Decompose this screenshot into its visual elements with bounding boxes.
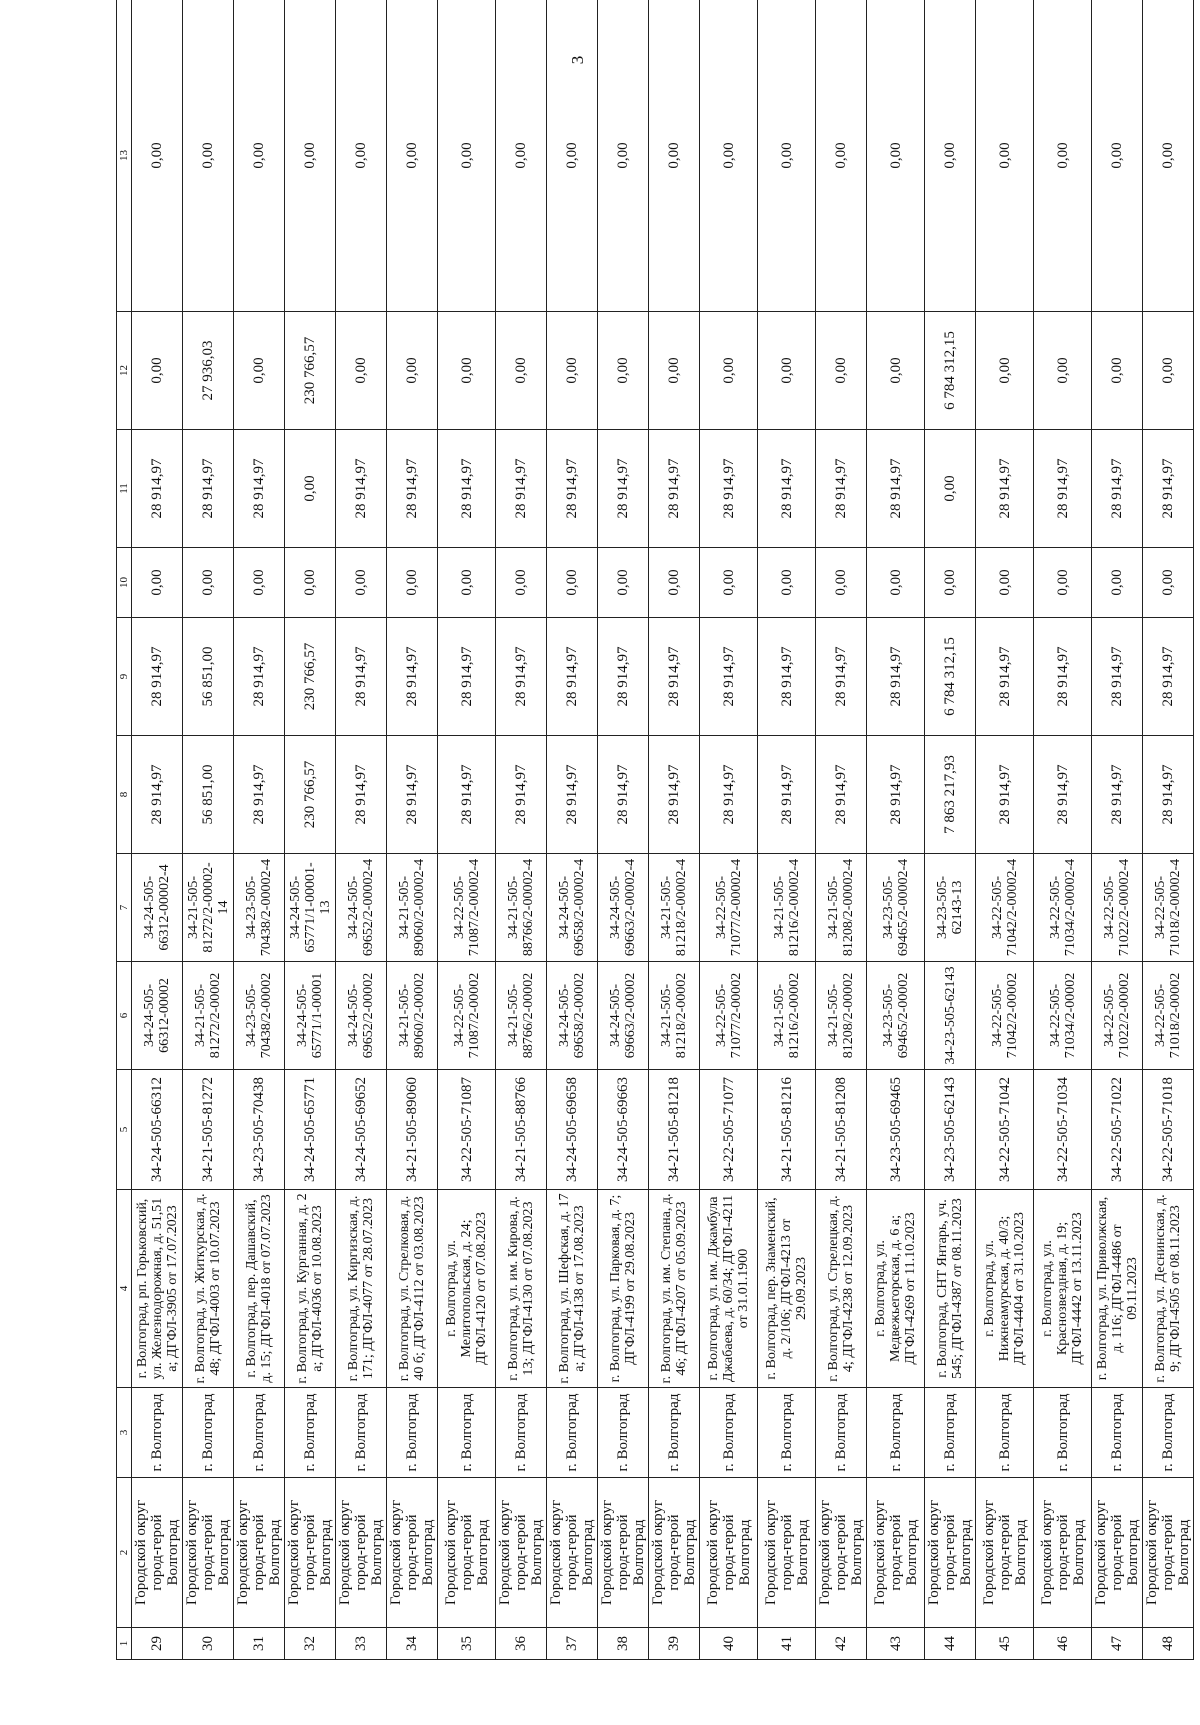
cadastral-number: 34-21-505-88766 <box>496 1070 547 1190</box>
col10-amount: 0,00 <box>925 548 976 618</box>
column-number: 7 <box>117 854 132 962</box>
cadastral-number: 34-22-505-71034 <box>1034 1070 1092 1190</box>
address-and-contract: г. Волгоград, пер. Знаменский, д. 2/106; ДГФЛ-4213 от 29.09.2023 <box>758 1190 816 1388</box>
address-and-contract: г. Волгоград, ул. Краснозвездная, д. 19; ДГФЛ-4442 от 13.11.2023 <box>1034 1190 1092 1388</box>
address-and-contract: г. Волгоград, ул. им. Джамбула Джабаева, д. 60/34; ДГФЛ-4211 от 31.01.1900 <box>700 1190 758 1388</box>
settlement: г. Волгоград <box>1034 1388 1092 1478</box>
cadastral-number: 34-23-505-70438 <box>234 1070 285 1190</box>
col9-amount: 28 914,97 <box>976 618 1034 736</box>
col10-amount: 0,00 <box>132 548 183 618</box>
col10-amount: 0,00 <box>700 548 758 618</box>
settlement: г. Волгоград <box>336 1388 387 1478</box>
cadastral-number: 34-23-505-62143 <box>925 1070 976 1190</box>
col10-amount: 0,00 <box>649 548 700 618</box>
col11-amount: 28 914,97 <box>758 430 816 548</box>
object-id: 34-21-505-81216/2-00002 <box>758 962 816 1070</box>
column-number: 8 <box>117 736 132 854</box>
address-and-contract: г. Волгоград, рп. Горьковский, ул. Железнодорожная, д. 51,51 а; ДГФЛ-3905 от 17.07.2023 <box>132 1190 183 1388</box>
column-number: 11 <box>117 430 132 548</box>
col10-amount: 0,00 <box>1143 548 1194 618</box>
object-code: 34-22-505-71077/2-00002-4 <box>700 854 758 962</box>
col11-amount: 28 914,97 <box>598 430 649 548</box>
object-id: 34-24-505-65771/1-00001 <box>285 962 336 1070</box>
row-number: 37 <box>547 1628 598 1660</box>
cadastral-number: 34-21-505-81218 <box>649 1070 700 1190</box>
col9-amount: 28 914,97 <box>1092 618 1143 736</box>
row-number: 48 <box>1143 1628 1194 1660</box>
cadastral-number: 34-24-505-69663 <box>598 1070 649 1190</box>
column-number-row <box>117 0 132 1660</box>
address-and-contract: г. Волгоград, ул. Мелитопольская, д. 24; ДГФЛ-4120 от 07.08.2023 <box>438 1190 496 1388</box>
col8-amount: 230 766,57 <box>285 736 336 854</box>
col8-amount: 28 914,97 <box>758 736 816 854</box>
cadastral-number: 34-21-505-81208 <box>816 1070 867 1190</box>
object-code: 34-21-505-81272/2-00002-14 <box>183 854 234 962</box>
object-code: 34-22-505-71042/2-00002-4 <box>976 854 1034 962</box>
col9-amount: 6 784 312,15 <box>925 618 976 736</box>
object-id: 34-24-505-69658/2-00002 <box>547 962 598 1070</box>
table-row <box>496 0 547 1660</box>
cadastral-number: 34-24-505-69652 <box>336 1070 387 1190</box>
table-row <box>1143 0 1194 1660</box>
object-id: 34-22-505-71022/2-00002 <box>1092 962 1143 1070</box>
rotated-page <box>116 0 1196 1660</box>
object-id: 34-22-505-71077/2-00002 <box>700 962 758 1070</box>
cadastral-number: 34-21-505-89060 <box>387 1070 438 1190</box>
col8-amount: 28 914,97 <box>867 736 925 854</box>
col9-amount: 28 914,97 <box>547 618 598 736</box>
column-number: 13 <box>117 0 132 312</box>
column-number: 2 <box>117 1478 132 1628</box>
row-number: 35 <box>438 1628 496 1660</box>
col11-amount: 28 914,97 <box>1034 430 1092 548</box>
row-number: 40 <box>700 1628 758 1660</box>
cadastral-number: 34-22-505-71018 <box>1143 1070 1194 1190</box>
col13-amount: 0,00 <box>700 0 758 312</box>
col9-amount: 28 914,97 <box>1143 618 1194 736</box>
col8-amount: 28 914,97 <box>976 736 1034 854</box>
col9-amount: 28 914,97 <box>867 618 925 736</box>
col11-amount: 28 914,97 <box>183 430 234 548</box>
cadastral-number: 34-22-505-71022 <box>1092 1070 1143 1190</box>
col9-amount: 28 914,97 <box>438 618 496 736</box>
col10-amount: 0,00 <box>816 548 867 618</box>
municipality: Городской округ город-герой Волгоград <box>700 1478 758 1628</box>
address-and-contract: г. Волгоград, ул. им. Кирова, д. 13; ДГФЛ-4130 от 07.08.2023 <box>496 1190 547 1388</box>
col8-amount: 56 851,00 <box>183 736 234 854</box>
col12-amount: 0,00 <box>1143 312 1194 430</box>
object-id: 34-21-505-88766/2-00002 <box>496 962 547 1070</box>
settlement: г. Волгоград <box>547 1388 598 1478</box>
col13-amount: 0,00 <box>1143 0 1194 312</box>
col13-amount: 0,00 <box>183 0 234 312</box>
row-number: 30 <box>183 1628 234 1660</box>
settlement: г. Волгоград <box>132 1388 183 1478</box>
col8-amount: 28 914,97 <box>700 736 758 854</box>
row-number: 46 <box>1034 1628 1092 1660</box>
col9-amount: 28 914,97 <box>132 618 183 736</box>
table-row <box>816 0 867 1660</box>
municipality: Городской округ город-герой Волгоград <box>496 1478 547 1628</box>
col9-amount: 28 914,97 <box>387 618 438 736</box>
settlement: г. Волгоград <box>867 1388 925 1478</box>
col10-amount: 0,00 <box>1092 548 1143 618</box>
table-row <box>132 0 183 1660</box>
col12-amount: 0,00 <box>387 312 438 430</box>
col10-amount: 0,00 <box>438 548 496 618</box>
object-id: 34-22-505-71018/2-00002 <box>1143 962 1194 1070</box>
municipality: Городской округ город-герой Волгоград <box>1034 1478 1092 1628</box>
settlement: г. Волгоград <box>598 1388 649 1478</box>
object-id: 34-22-505-71042/2-00002 <box>976 962 1034 1070</box>
row-number: 36 <box>496 1628 547 1660</box>
table-row <box>547 0 598 1660</box>
table-row <box>234 0 285 1660</box>
object-id: 34-24-505-69652/2-00002 <box>336 962 387 1070</box>
col13-amount: 0,00 <box>234 0 285 312</box>
col13-amount: 0,00 <box>336 0 387 312</box>
col13-amount: 0,00 <box>132 0 183 312</box>
column-number: 4 <box>117 1190 132 1388</box>
col12-amount: 0,00 <box>547 312 598 430</box>
settlement: г. Волгоград <box>183 1388 234 1478</box>
col12-amount: 0,00 <box>867 312 925 430</box>
table-row <box>285 0 336 1660</box>
table-row <box>183 0 234 1660</box>
col13-amount: 0,00 <box>867 0 925 312</box>
object-id: 34-21-505-81208/2-00002 <box>816 962 867 1070</box>
col10-amount: 0,00 <box>234 548 285 618</box>
col12-amount: 0,00 <box>438 312 496 430</box>
cadastral-number: 34-24-505-66312 <box>132 1070 183 1190</box>
row-number: 47 <box>1092 1628 1143 1660</box>
col8-amount: 28 914,97 <box>387 736 438 854</box>
municipality: Городской округ город-герой Волгоград <box>758 1478 816 1628</box>
col10-amount: 0,00 <box>598 548 649 618</box>
col11-amount: 28 914,97 <box>547 430 598 548</box>
object-code: 34-22-505-71018/2-00002-4 <box>1143 854 1194 962</box>
col12-amount: 0,00 <box>1092 312 1143 430</box>
row-number: 32 <box>285 1628 336 1660</box>
cadastral-number: 34-22-505-71077 <box>700 1070 758 1190</box>
col9-amount: 56 851,00 <box>183 618 234 736</box>
object-id: 34-23-505-69465/2-00002 <box>867 962 925 1070</box>
row-number: 45 <box>976 1628 1034 1660</box>
col12-amount: 27 936,03 <box>183 312 234 430</box>
col11-amount: 28 914,97 <box>387 430 438 548</box>
col12-amount: 0,00 <box>700 312 758 430</box>
col13-amount: 0,00 <box>547 0 598 312</box>
settlement: г. Волгоград <box>438 1388 496 1478</box>
col9-amount: 28 914,97 <box>758 618 816 736</box>
table-row <box>336 0 387 1660</box>
col10-amount: 0,00 <box>387 548 438 618</box>
object-id: 34-21-505-89060/2-00002 <box>387 962 438 1070</box>
col10-amount: 0,00 <box>496 548 547 618</box>
object-code: 34-22-505-71034/2-00002-4 <box>1034 854 1092 962</box>
col11-amount: 28 914,97 <box>132 430 183 548</box>
col11-amount: 28 914,97 <box>649 430 700 548</box>
settlement: г. Волгоград <box>649 1388 700 1478</box>
col9-amount: 28 914,97 <box>496 618 547 736</box>
table-row <box>1034 0 1092 1660</box>
col12-amount: 0,00 <box>976 312 1034 430</box>
col11-amount: 28 914,97 <box>336 430 387 548</box>
page-number: 3 <box>568 55 587 65</box>
col8-amount: 28 914,97 <box>496 736 547 854</box>
municipality: Городской округ город-герой Волгоград <box>438 1478 496 1628</box>
col10-amount: 0,00 <box>547 548 598 618</box>
col8-amount: 28 914,97 <box>336 736 387 854</box>
object-code: 34-22-505-71022/2-00002-4 <box>1092 854 1143 962</box>
col10-amount: 0,00 <box>758 548 816 618</box>
settlement: г. Волгоград <box>285 1388 336 1478</box>
address-and-contract: г. Волгоград, ул. Нижнеамурская, д. 40/3; ДГФЛ-4404 от 31.10.2023 <box>976 1190 1034 1388</box>
table-row <box>700 0 758 1660</box>
col11-amount: 28 914,97 <box>496 430 547 548</box>
col13-amount: 0,00 <box>285 0 336 312</box>
col8-amount: 28 914,97 <box>1092 736 1143 854</box>
municipality: Городской округ город-герой Волгоград <box>976 1478 1034 1628</box>
object-code: 34-22-505-71087/2-00002-4 <box>438 854 496 962</box>
object-code: 34-24-505-69663/2-00002-4 <box>598 854 649 962</box>
object-id: 34-24-505-66312-00002 <box>132 962 183 1070</box>
col8-amount: 28 914,97 <box>234 736 285 854</box>
row-number: 41 <box>758 1628 816 1660</box>
col10-amount: 0,00 <box>183 548 234 618</box>
address-and-contract: г. Волгоград, ул. Курганная, д. 2 а; ДГФЛ-4036 от 10.08.2023 <box>285 1190 336 1388</box>
table-row <box>925 0 976 1660</box>
object-code: 34-23-505-70438/2-00002-4 <box>234 854 285 962</box>
cadastral-number: 34-22-505-71042 <box>976 1070 1034 1190</box>
settlement: г. Волгоград <box>700 1388 758 1478</box>
address-and-contract: г. Волгоград, СНТ Янтарь, уч. 545; ДГФЛ-4387 от 08.11.2023 <box>925 1190 976 1388</box>
object-code: 34-24-505-69658/2-00002-4 <box>547 854 598 962</box>
object-id: 34-21-505-81218/2-00002 <box>649 962 700 1070</box>
municipality: Городской округ город-герой Волгоград <box>1143 1478 1194 1628</box>
col8-amount: 28 914,97 <box>547 736 598 854</box>
settlement: г. Волгоград <box>234 1388 285 1478</box>
settlement: г. Волгоград <box>816 1388 867 1478</box>
settlement: г. Волгоград <box>925 1388 976 1478</box>
col8-amount: 7 863 217,93 <box>925 736 976 854</box>
object-code: 34-21-505-81216/2-00002-4 <box>758 854 816 962</box>
address-and-contract: г. Волгоград, ул. Житкурская, д. 48; ДГФЛ-4003 от 10.07.2023 <box>183 1190 234 1388</box>
col13-amount: 0,00 <box>976 0 1034 312</box>
row-number: 31 <box>234 1628 285 1660</box>
object-code: 34-24-505-66312-00002-4 <box>132 854 183 962</box>
municipality: Городской округ город-герой Волгоград <box>547 1478 598 1628</box>
col12-amount: 0,00 <box>598 312 649 430</box>
table-row <box>1092 0 1143 1660</box>
row-number: 38 <box>598 1628 649 1660</box>
cadastral-number: 34-22-505-71087 <box>438 1070 496 1190</box>
col9-amount: 28 914,97 <box>649 618 700 736</box>
municipality: Городской округ город-герой Волгоград <box>925 1478 976 1628</box>
col9-amount: 28 914,97 <box>598 618 649 736</box>
object-code: 34-21-505-81208/2-00002-4 <box>816 854 867 962</box>
column-number: 6 <box>117 962 132 1070</box>
col8-amount: 28 914,97 <box>438 736 496 854</box>
col12-amount: 230 766,57 <box>285 312 336 430</box>
col12-amount: 0,00 <box>336 312 387 430</box>
col9-amount: 230 766,57 <box>285 618 336 736</box>
settlement: г. Волгоград <box>496 1388 547 1478</box>
col10-amount: 0,00 <box>285 548 336 618</box>
col8-amount: 28 914,97 <box>598 736 649 854</box>
col13-amount: 0,00 <box>598 0 649 312</box>
municipality: Городской округ город-герой Волгоград <box>867 1478 925 1628</box>
col13-amount: 0,00 <box>1034 0 1092 312</box>
object-code: 34-24-505-65771/1-00001-13 <box>285 854 336 962</box>
table-row <box>598 0 649 1660</box>
col13-amount: 0,00 <box>758 0 816 312</box>
address-and-contract: г. Волгоград, ул. Шефская, д. 17 а; ДГФЛ-4138 от 17.08.2023 <box>547 1190 598 1388</box>
col12-amount: 0,00 <box>816 312 867 430</box>
settlement: г. Волгоград <box>976 1388 1034 1478</box>
municipality: Городской округ город-герой Волгоград <box>816 1478 867 1628</box>
col9-amount: 28 914,97 <box>816 618 867 736</box>
object-id: 34-22-505-71087/2-00002 <box>438 962 496 1070</box>
row-number: 34 <box>387 1628 438 1660</box>
object-code: 34-21-505-81218/2-00002-4 <box>649 854 700 962</box>
settlement: г. Волгоград <box>387 1388 438 1478</box>
address-and-contract: г. Волгоград, ул. Медвежьегорская, д. 6 а; ДГФЛ-4269 от 11.10.2023 <box>867 1190 925 1388</box>
col13-amount: 0,00 <box>496 0 547 312</box>
table-row <box>438 0 496 1660</box>
col12-amount: 0,00 <box>758 312 816 430</box>
column-number: 9 <box>117 618 132 736</box>
col11-amount: 28 914,97 <box>438 430 496 548</box>
municipality: Городской округ город-герой Волгоград <box>649 1478 700 1628</box>
col8-amount: 28 914,97 <box>1034 736 1092 854</box>
col13-amount: 0,00 <box>816 0 867 312</box>
col12-amount: 0,00 <box>132 312 183 430</box>
address-and-contract: г. Волгоград, пер. Дашавский, д. 15; ДГФЛ-4018 от 07.07.2023 <box>234 1190 285 1388</box>
row-number: 44 <box>925 1628 976 1660</box>
row-number: 33 <box>336 1628 387 1660</box>
address-and-contract: г. Волгоград, ул. Стрелковая, д. 40 б; ДГФЛ-4112 от 03.08.2023 <box>387 1190 438 1388</box>
table-row <box>976 0 1034 1660</box>
col11-amount: 0,00 <box>285 430 336 548</box>
col9-amount: 28 914,97 <box>336 618 387 736</box>
municipality: Городской округ город-герой Волгоград <box>336 1478 387 1628</box>
table-row <box>758 0 816 1660</box>
col12-amount: 0,00 <box>496 312 547 430</box>
table-row <box>387 0 438 1660</box>
col10-amount: 0,00 <box>867 548 925 618</box>
cadastral-number: 34-24-505-65771 <box>285 1070 336 1190</box>
cadastral-number: 34-24-505-69658 <box>547 1070 598 1190</box>
table-row <box>867 0 925 1660</box>
object-id: 34-22-505-71034/2-00002 <box>1034 962 1092 1070</box>
col11-amount: 28 914,97 <box>1092 430 1143 548</box>
settlement: г. Волгоград <box>1143 1388 1194 1478</box>
col12-amount: 0,00 <box>234 312 285 430</box>
table-row <box>649 0 700 1660</box>
col9-amount: 28 914,97 <box>1034 618 1092 736</box>
municipality: Городской округ город-герой Волгоград <box>132 1478 183 1628</box>
col13-amount: 0,00 <box>438 0 496 312</box>
settlement: г. Волгоград <box>1092 1388 1143 1478</box>
municipality: Городской округ город-герой Волгоград <box>598 1478 649 1628</box>
col10-amount: 0,00 <box>336 548 387 618</box>
data-table <box>116 0 1194 1660</box>
settlement: г. Волгоград <box>758 1388 816 1478</box>
cadastral-number: 34-21-505-81272 <box>183 1070 234 1190</box>
municipality: Городской округ город-герой Волгоград <box>387 1478 438 1628</box>
municipality: Городской округ город-герой Волгоград <box>1092 1478 1143 1628</box>
column-number: 10 <box>117 548 132 618</box>
col9-amount: 28 914,97 <box>700 618 758 736</box>
object-id: 34-24-505-69663/2-00002 <box>598 962 649 1070</box>
col13-amount: 0,00 <box>387 0 438 312</box>
object-code: 34-23-505-69465/2-00002-4 <box>867 854 925 962</box>
row-number: 42 <box>816 1628 867 1660</box>
col8-amount: 28 914,97 <box>1143 736 1194 854</box>
object-code: 34-21-505-88766/2-00002-4 <box>496 854 547 962</box>
table-body <box>117 0 1194 1660</box>
column-number: 1 <box>117 1628 132 1660</box>
col10-amount: 0,00 <box>1034 548 1092 618</box>
column-number: 3 <box>117 1388 132 1478</box>
row-number: 29 <box>132 1628 183 1660</box>
col9-amount: 28 914,97 <box>234 618 285 736</box>
object-id: 34-21-505-81272/2-00002 <box>183 962 234 1070</box>
col13-amount: 0,00 <box>1092 0 1143 312</box>
col12-amount: 0,00 <box>1034 312 1092 430</box>
col8-amount: 28 914,97 <box>649 736 700 854</box>
municipality: Городской округ город-герой Волгоград <box>234 1478 285 1628</box>
address-and-contract: г. Волгоград, ул. Киргизская, д. 171; ДГФЛ-4077 от 28.07.2023 <box>336 1190 387 1388</box>
col11-amount: 28 914,97 <box>976 430 1034 548</box>
col11-amount: 28 914,97 <box>700 430 758 548</box>
cadastral-number: 34-23-505-69465 <box>867 1070 925 1190</box>
address-and-contract: г. Волгоград, ул. Парковая, д. 7; ДГФЛ-4199 от 29.08.2023 <box>598 1190 649 1388</box>
col12-amount: 0,00 <box>649 312 700 430</box>
col10-amount: 0,00 <box>976 548 1034 618</box>
address-and-contract: г. Волгоград, ул. Стрелецкая, д. 4; ДГФЛ-4238 от 12.09.2023 <box>816 1190 867 1388</box>
col8-amount: 28 914,97 <box>132 736 183 854</box>
column-number: 5 <box>117 1070 132 1190</box>
col8-amount: 28 914,97 <box>816 736 867 854</box>
object-code: 34-21-505-89060/2-00002-4 <box>387 854 438 962</box>
address-and-contract: г. Волгоград, ул. Деснинская, д. 9; ДГФЛ-4505 от 08.11.2023 <box>1143 1190 1194 1388</box>
col11-amount: 28 914,97 <box>1143 430 1194 548</box>
municipality: Городской округ город-герой Волгоград <box>285 1478 336 1628</box>
col11-amount: 0,00 <box>925 430 976 548</box>
address-and-contract: г. Волгоград, ул. Приволжская, д. 116; ДГФЛ-4486 от 09.11.2023 <box>1092 1190 1143 1388</box>
row-number: 39 <box>649 1628 700 1660</box>
col12-amount: 6 784 312,15 <box>925 312 976 430</box>
column-number: 12 <box>117 312 132 430</box>
row-number: 43 <box>867 1628 925 1660</box>
col13-amount: 0,00 <box>649 0 700 312</box>
col13-amount: 0,00 <box>925 0 976 312</box>
address-and-contract: г. Волгоград, ул. им. Степана, д. 46; ДГФЛ-4207 от 05.09.2023 <box>649 1190 700 1388</box>
cadastral-number: 34-21-505-81216 <box>758 1070 816 1190</box>
object-id: 34-23-505-62143 <box>925 962 976 1070</box>
object-code: 34-24-505-69652/2-00002-4 <box>336 854 387 962</box>
object-code: 34-23-505-62143-13 <box>925 854 976 962</box>
col11-amount: 28 914,97 <box>234 430 285 548</box>
col11-amount: 28 914,97 <box>816 430 867 548</box>
object-id: 34-23-505-70438/2-00002 <box>234 962 285 1070</box>
col11-amount: 28 914,97 <box>867 430 925 548</box>
municipality: Городской округ город-герой Волгоград <box>183 1478 234 1628</box>
